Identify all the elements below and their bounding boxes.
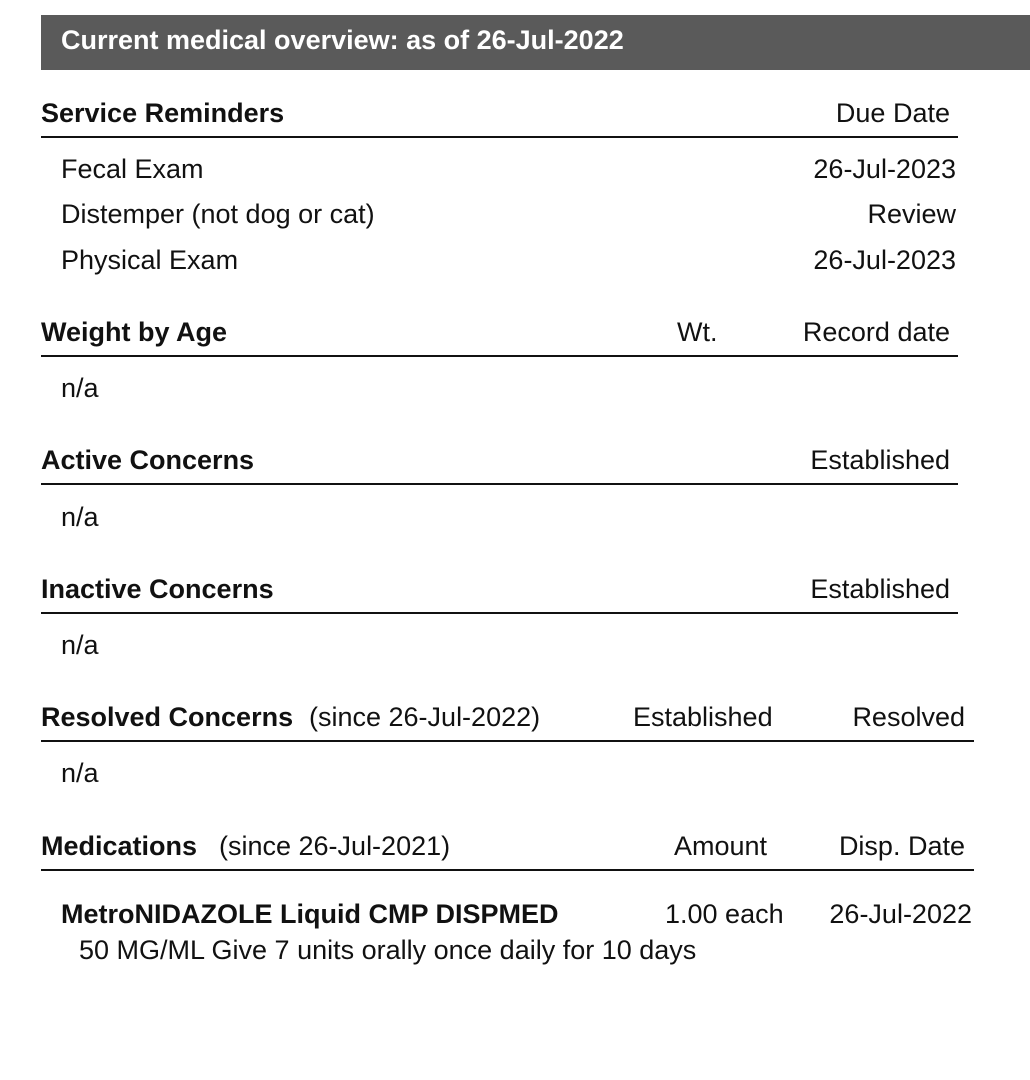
resolved-concerns-title: Resolved Concerns — [41, 702, 294, 732]
inactive-concerns-empty-text: n/a — [61, 630, 99, 660]
active-concerns-title: Active Concerns — [41, 445, 255, 475]
weight-column-header: Wt. — [677, 317, 718, 347]
overview-banner — [41, 15, 1030, 70]
active-concerns-header — [41, 439, 958, 485]
inactive-concerns-header — [41, 568, 958, 614]
inactive-concerns-title: Inactive Concerns — [41, 574, 274, 604]
reminder-due-date: 26-Jul-2023 — [813, 154, 956, 184]
disp-date-column-header: Disp. Date — [838, 831, 965, 861]
established-column-header: Established — [810, 574, 950, 604]
medication-name: MetroNIDAZOLE Liquid CMP DISPMED — [61, 899, 559, 929]
established-column-header: Established — [633, 702, 773, 732]
resolved-concerns-header — [41, 696, 974, 742]
resolved-concerns-empty-text: n/a — [61, 758, 99, 788]
due-date-column-header: Due Date — [835, 98, 950, 128]
medication-disp-date: 26-Jul-2022 — [829, 899, 972, 929]
medications-since: (since 26-Jul-2021) — [219, 831, 451, 861]
overview-title: Current medical overview: as of 26-Jul-2022 — [61, 25, 624, 55]
resolved-column-header: Resolved — [852, 702, 965, 732]
reminder-due-date: 26-Jul-2023 — [813, 245, 956, 275]
reminder-name: Fecal Exam — [61, 154, 204, 184]
medication-instructions: 50 MG/ML Give 7 units orally once daily for 10 days — [79, 935, 697, 965]
service-reminders-header — [41, 92, 958, 138]
weight-by-age-header — [41, 311, 958, 357]
record-date-column-header: Record date — [802, 317, 950, 347]
service-reminders-title: Service Reminders — [41, 98, 285, 128]
medications-title: Medications — [41, 831, 198, 861]
weight-empty-text: n/a — [61, 373, 99, 403]
established-column-header: Established — [810, 445, 950, 475]
reminder-name: Physical Exam — [61, 245, 239, 275]
amount-column-header: Amount — [674, 831, 768, 861]
reminder-name: Distemper (not dog or cat) — [61, 199, 375, 229]
medication-amount: 1.00 each — [665, 899, 784, 929]
weight-by-age-title: Weight by Age — [41, 317, 228, 347]
medications-header — [41, 825, 974, 871]
active-concerns-empty-text: n/a — [61, 502, 99, 532]
resolved-concerns-since: (since 26-Jul-2022) — [309, 702, 541, 732]
reminder-due-date: Review — [867, 199, 956, 229]
